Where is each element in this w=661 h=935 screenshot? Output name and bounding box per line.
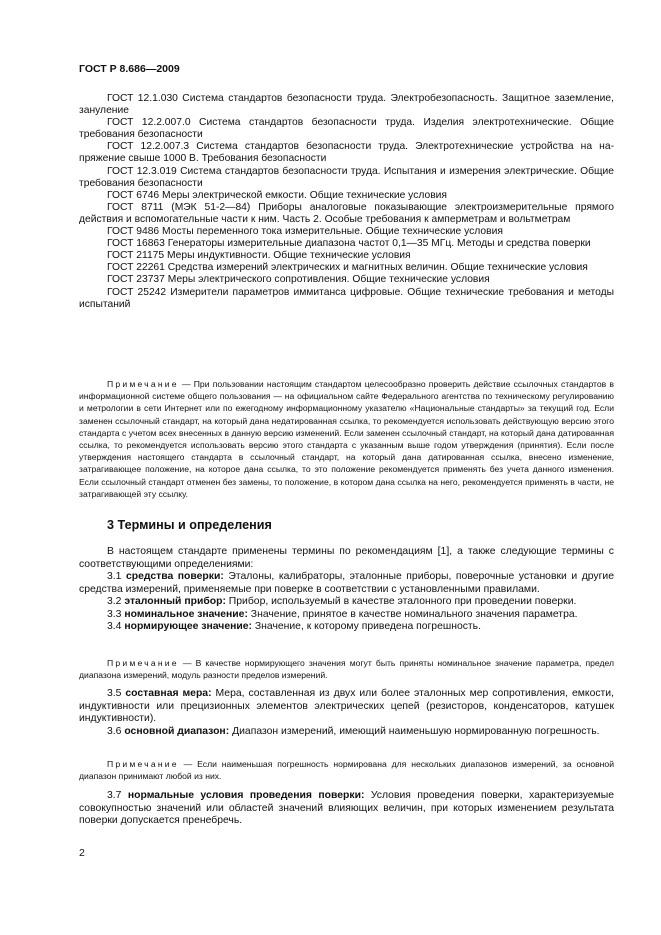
terms-intro bbox=[79, 546, 614, 571]
note-term-3-4 bbox=[79, 657, 614, 681]
terms-block-1 bbox=[79, 571, 614, 634]
reference-item: ГОСТ 16863 Генераторы измерительные диапазона частот 0,1—35 МГц. Методы и средства поверки bbox=[107, 238, 591, 250]
term-text: Значение, к которому приведена погрешность. bbox=[252, 621, 481, 633]
term-text: Диапазон измерений, имеющий наименьшую нормированную погрешность. bbox=[229, 725, 600, 737]
term-text: Условия проведения поверки, характеризуемые совокупностью значений или областей значений влияющих величин, при которых изменением результата поверки допускается пренебречь. bbox=[79, 790, 614, 827]
term-text: Прибор, используемый в качестве эталонного при проведении поверки. bbox=[225, 596, 577, 608]
term-text: Эталоны, калибраторы, эталонные приборы, поверочные установки и другие средства измерений, применяемые при поверке в соответствии с установленными правилами. bbox=[79, 571, 614, 595]
normative-references-list bbox=[79, 93, 614, 311]
reference-item: ГОСТ 6746 Меры электрической емкости. Общие технические условия bbox=[107, 189, 448, 201]
note-text: — Если наименьшая погрешность нормирована для нескольких диапазонов измерений, за основной диапазон принимают любой из них. bbox=[79, 759, 614, 782]
reference-item: ГОСТ 8711 (МЭК 51-2—84) Приборы аналоговые показывающие электроизмерительные прямого действия и вспомогательные части к ним. Часть 2. Особые требования к амперметрам и вольтметрам bbox=[79, 201, 614, 225]
term-definition: 3.1 средства поверки: Эталоны, калибраторы, эталонные приборы, поверочные установки и другие средства измерений, применяемые при поверке в соответствии с установленными правилами. bbox=[79, 571, 614, 595]
reference-item: ГОСТ 12.2.007.3 Система стандартов безопасности труда. Электротехнические устройства на напряжение свыше 1000 В. Требования безопасности bbox=[79, 141, 614, 165]
term-text: Значение, принятое в качестве номинального значения параметра. bbox=[247, 608, 578, 620]
term-name: эталонный прибор: bbox=[124, 596, 226, 608]
term-name: основной диапазон: bbox=[124, 725, 230, 737]
note-references bbox=[79, 378, 614, 500]
reference-item: ГОСТ 12.1.030 Система стандартов безопасности труда. Электробезопасность. Защитное заземление, зануление bbox=[79, 93, 614, 117]
term-name: нормирующее значение: bbox=[124, 621, 252, 633]
term-definition: 3.3 номинальное значение: Значение, принятое в качестве номинального значения параметра. bbox=[107, 608, 578, 620]
document-header: ГОСТ Р 8.686—2009 bbox=[79, 63, 180, 75]
terms-block-3 bbox=[79, 790, 614, 828]
reference-item: ГОСТ 21175 Меры индуктивности. Общие технические условия bbox=[107, 250, 411, 262]
note-label: Примечание bbox=[107, 759, 179, 769]
note-text: — В качестве нормирующего значения могут быть приняты номинальное значение параметра, предел диапазона измерений, модуль разности пределов измерений. bbox=[79, 658, 614, 681]
term-definition: 3.4 нормирующее значение: Значение, к которому приведена погрешность. bbox=[107, 621, 481, 633]
term-name: нормальные условия проведения поверки: bbox=[127, 790, 365, 801]
term-definition: 3.2 эталонный прибор: Прибор, используемый в качестве эталонного при проведении поверки. bbox=[107, 596, 577, 608]
term-text: Мера, составленная из двух или более эталонных мер сопротивления, емкости, индуктивности или прецизионных элементов электрических цепей (резисторов, конденсаторов, катушек индуктивности). bbox=[79, 688, 614, 725]
terms-block-2 bbox=[79, 688, 614, 738]
term-name: номинальное значение: bbox=[124, 608, 248, 620]
term-name: средства поверки: bbox=[125, 571, 224, 582]
note-text: — При пользовании настоящим стандартом целесообразно проверить действие ссылочных стандартов в информационной системе общего пользования — на официальном сайте Федерального агентства по техническому регулированию и метрологии в сети Интернет или по ежегодному информационному указателю «Национальные стандарты» за текущий год. Если заменен ссылочный стандарт, на который дана недатированная ссылка, то рекомендуется использовать действующую версию этого стандарта с учетом всех внесенных в данную версию изменений. Если заменен ссылочный стандарт, на который дана датированная ссылка, то рекомендуется использовать версию этого стандарта с указанным выше годом утверждения (принятия). Если после утверждения настоящего стандарта в ссылочный стандарт, на который дана датированная ссылка, внесено изменение, затрагивающее положение, на которое дана ссылка, то это положение рекомендуется применять без учета данного изменения. Если ссылочный стандарт отменен без замены, то положение, в котором дана ссылка на него, рекомендуется применять в части, не затрагивающей эту ссылку. bbox=[79, 379, 614, 499]
page-number: 2 bbox=[79, 847, 85, 859]
reference-item: ГОСТ 25242 Измерители параметров иммитанса цифровые. Общие технические требования и методы испытаний bbox=[79, 286, 614, 310]
reference-item: ГОСТ 22261 Средства измерений электрических и магнитных величин. Общие технические условия bbox=[107, 262, 588, 274]
reference-item: ГОСТ 12.3.019 Система стандартов безопасности труда. Испытания и измерения электрические. Общие требования безопасности bbox=[79, 165, 614, 189]
reference-item: ГОСТ 12.2.007.0 Система стандартов безопасности труда. Изделия электротехнические. Общие требования безопасности bbox=[79, 117, 614, 141]
term-definition: 3.5 составная мера: Мера, составленная из двух или более эталонных мер сопротивления, емкости, индуктивности или прецизионных элементов электрических цепей (резисторов, конденсаторов, катушек индуктивности). bbox=[79, 688, 614, 725]
note-label: Примечание bbox=[107, 658, 179, 668]
term-name: составная мера: bbox=[125, 688, 212, 699]
reference-item: ГОСТ 9486 Мосты переменного тока измерительные. Общие технические условия bbox=[107, 226, 503, 238]
term-definition: 3.6 основной диапазон: Диапазон измерений, имеющий наименьшую нормированную погрешность. bbox=[107, 725, 600, 737]
note-term-3-6 bbox=[79, 758, 614, 782]
note-label: Примечание bbox=[107, 379, 179, 389]
term-definition: 3.7 нормальные условия проведения поверки: Условия проведения поверки, характеризуемые совокупностью значений или областей значений влияющих величин, при которых изменением результата поверки допускается пренебречь. bbox=[79, 790, 614, 827]
reference-item: ГОСТ 23737 Меры электрического сопротивления. Общие технические условия bbox=[107, 274, 490, 286]
section-title: 3 Термины и определения bbox=[107, 518, 272, 532]
intro-paragraph: В настоящем стандарте применены термины по рекомендациям [1], а также следующие термины с соответствующими определениями: bbox=[79, 546, 614, 570]
